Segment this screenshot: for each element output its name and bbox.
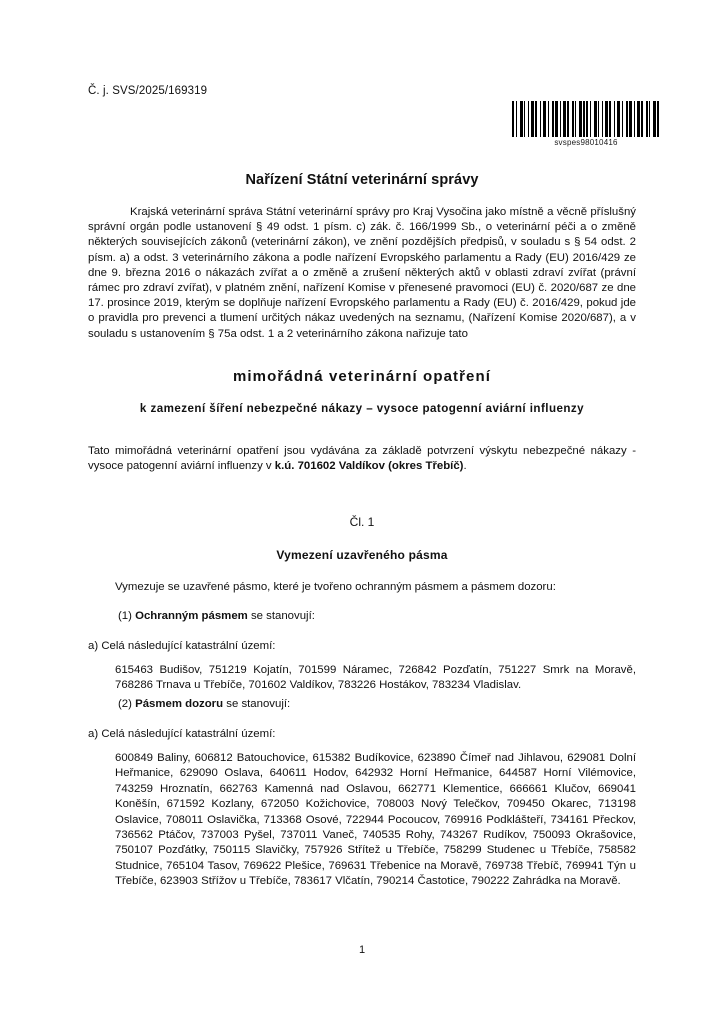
- surveillance-zone-areas-list: 600849 Baliny, 606812 Batouchovice, 615382 Budíkovice, 623890 Čímeř nad Jihlavou, 629081 Dolní Heřmanice, 629090 Oslava, 640611 Hodov, 642932 Horní Heřmanice, 644587 Horní Vilémovice, 743259 Hroznatín, 662763 Kamenná nad Oslavou, 662771 Klementice, 666661 Klučov, 669041 Koněšín, 671592 Kozlany, 672050 Kožichovice, 708003 Nový Telečkov, 709450 Okarec, 713198 Oslavice, 708011 Oslavička, 713368 Osové, 722944 Pocoucov, 769916 Podklášteří, 734161 Přeckov, 736562 Ptáčov, 737003 Pyšel, 737011 Vaneč, 740535 Rohy, 743267 Rudíkov, 750093 Okrašovice, 750107 Pozďátky, 750115 Slavičky, 757926 Střítež u Třebíče, 758299 Studenec u Třebíče, 758582 Studnice, 765104 Tasov, 769622 Plešice, 769631 Třebenice na Moravě, 769738 Třebíč, 769941 Týn u Třebíče, 623903 Střížov u Třebíče, 783617 Vlčatín, 790214 Častotice, 790222 Zahrádka na Moravě.: [115, 752, 636, 888]
- surveillance-zone-number: (2): [118, 698, 132, 710]
- protective-zone-number: (1): [118, 610, 132, 622]
- zone-intro-text: Vymezuje se uzavřené pásmo, které je tvořeno ochranným pásmem a pásmem dozoru:: [115, 581, 556, 593]
- preamble-paragraph: Krajská veterinární správa Státní veterinární správy pro Kraj Vysočina jako místně a věcně příslušný správní orgán podle ustanovení § 49 odst. 1 písm. c) zák. č. 166/1999 Sb., o veterinární péči a o změně některých souvisejících zákonů (veterinární zákon), ve znění pozdějších předpisů, v souladu s § 54 odst. 2 písm. a) a odst. 3 veterinárního zákona a podle nařízení Evropského parlamentu a Rady (EU) 2016/429 ze dne 9. března 2016 o nákazách zvířat a o změně a zrušení některých aktů v oblasti zdraví zvířat (právní rámec pro zdraví zvířat), v platném znění, nařízení Komise v přenesené pravomoci (EU) č. 2020/687 ze dne 17. prosince 2019, kterým se doplňuje nařízení Evropského parlamentu a Rady (EU) č. 2016/429, pokud jde o pravidla pro prevenci a tlumení určitých nákaz uvedených na seznamu, (Nařízení Komise 2020/687), a v souladu s ustanovením § 75a odst. 1 a 2 veterinárního zákona nařizuje tato: [88, 206, 636, 340]
- issuance-text-before: Tato mimořádná veterinární opatření jsou vydávána za základě potvrzení výskytu nebezpečné nákazy - vysoce patogenní aviární influenzy v: [88, 445, 636, 473]
- barcode-label: svspes98010416: [554, 138, 618, 147]
- issuance-text-after: .: [463, 460, 467, 473]
- measure-subtitle: k zamezení šíření nebezpečné nákazy – vysoce patogenní aviární influenzy: [139, 402, 585, 415]
- measure-title: mimořádná veterinární opatření: [232, 368, 492, 385]
- protective-zone-heading: [118, 609, 636, 624]
- surveillance-zone-item-a: [88, 727, 636, 742]
- document-reference-number: Č. j. SVS/2025/169319: [88, 85, 208, 97]
- barcode: [510, 101, 662, 147]
- barcode-bars-icon: [512, 101, 660, 137]
- surveillance-zone-item-text: Celá následující katastrální území:: [101, 728, 276, 740]
- protective-zone-label: Ochranným pásmem: [135, 610, 248, 622]
- protective-zone-item-text: Celá následující katastrální území:: [101, 640, 276, 652]
- surveillance-zone-letter: a): [88, 728, 99, 740]
- article-label: Čl. 1: [349, 515, 375, 529]
- page-title: Nařízení Státní veterinární správy: [245, 172, 479, 188]
- surveillance-zone-heading: [118, 697, 636, 712]
- page-number: 1: [358, 944, 366, 956]
- protective-zone-areas-list: 615463 Budišov, 751219 Kojatín, 701599 Náramec, 726842 Pozďatín, 751227 Smrk na Moravě, 768286 Trnava u Třebíče, 701602 Valdíkov, 783226 Hostákov, 783234 Vladislav.: [115, 664, 636, 692]
- issuance-location: k.ú. 701602 Valdíkov (okres Třebíč): [274, 460, 464, 473]
- surveillance-zone-label-rest: se stanovují:: [223, 698, 291, 710]
- protective-zone-item-a: [88, 639, 636, 654]
- protective-zone-label-rest: se stanovují:: [247, 610, 315, 622]
- surveillance-zone-label: Pásmem dozoru: [135, 698, 224, 710]
- protective-zone-letter: a): [88, 640, 99, 652]
- issuance-paragraph: [88, 444, 636, 474]
- article-title: Vymezení uzavřeného pásma: [276, 548, 448, 562]
